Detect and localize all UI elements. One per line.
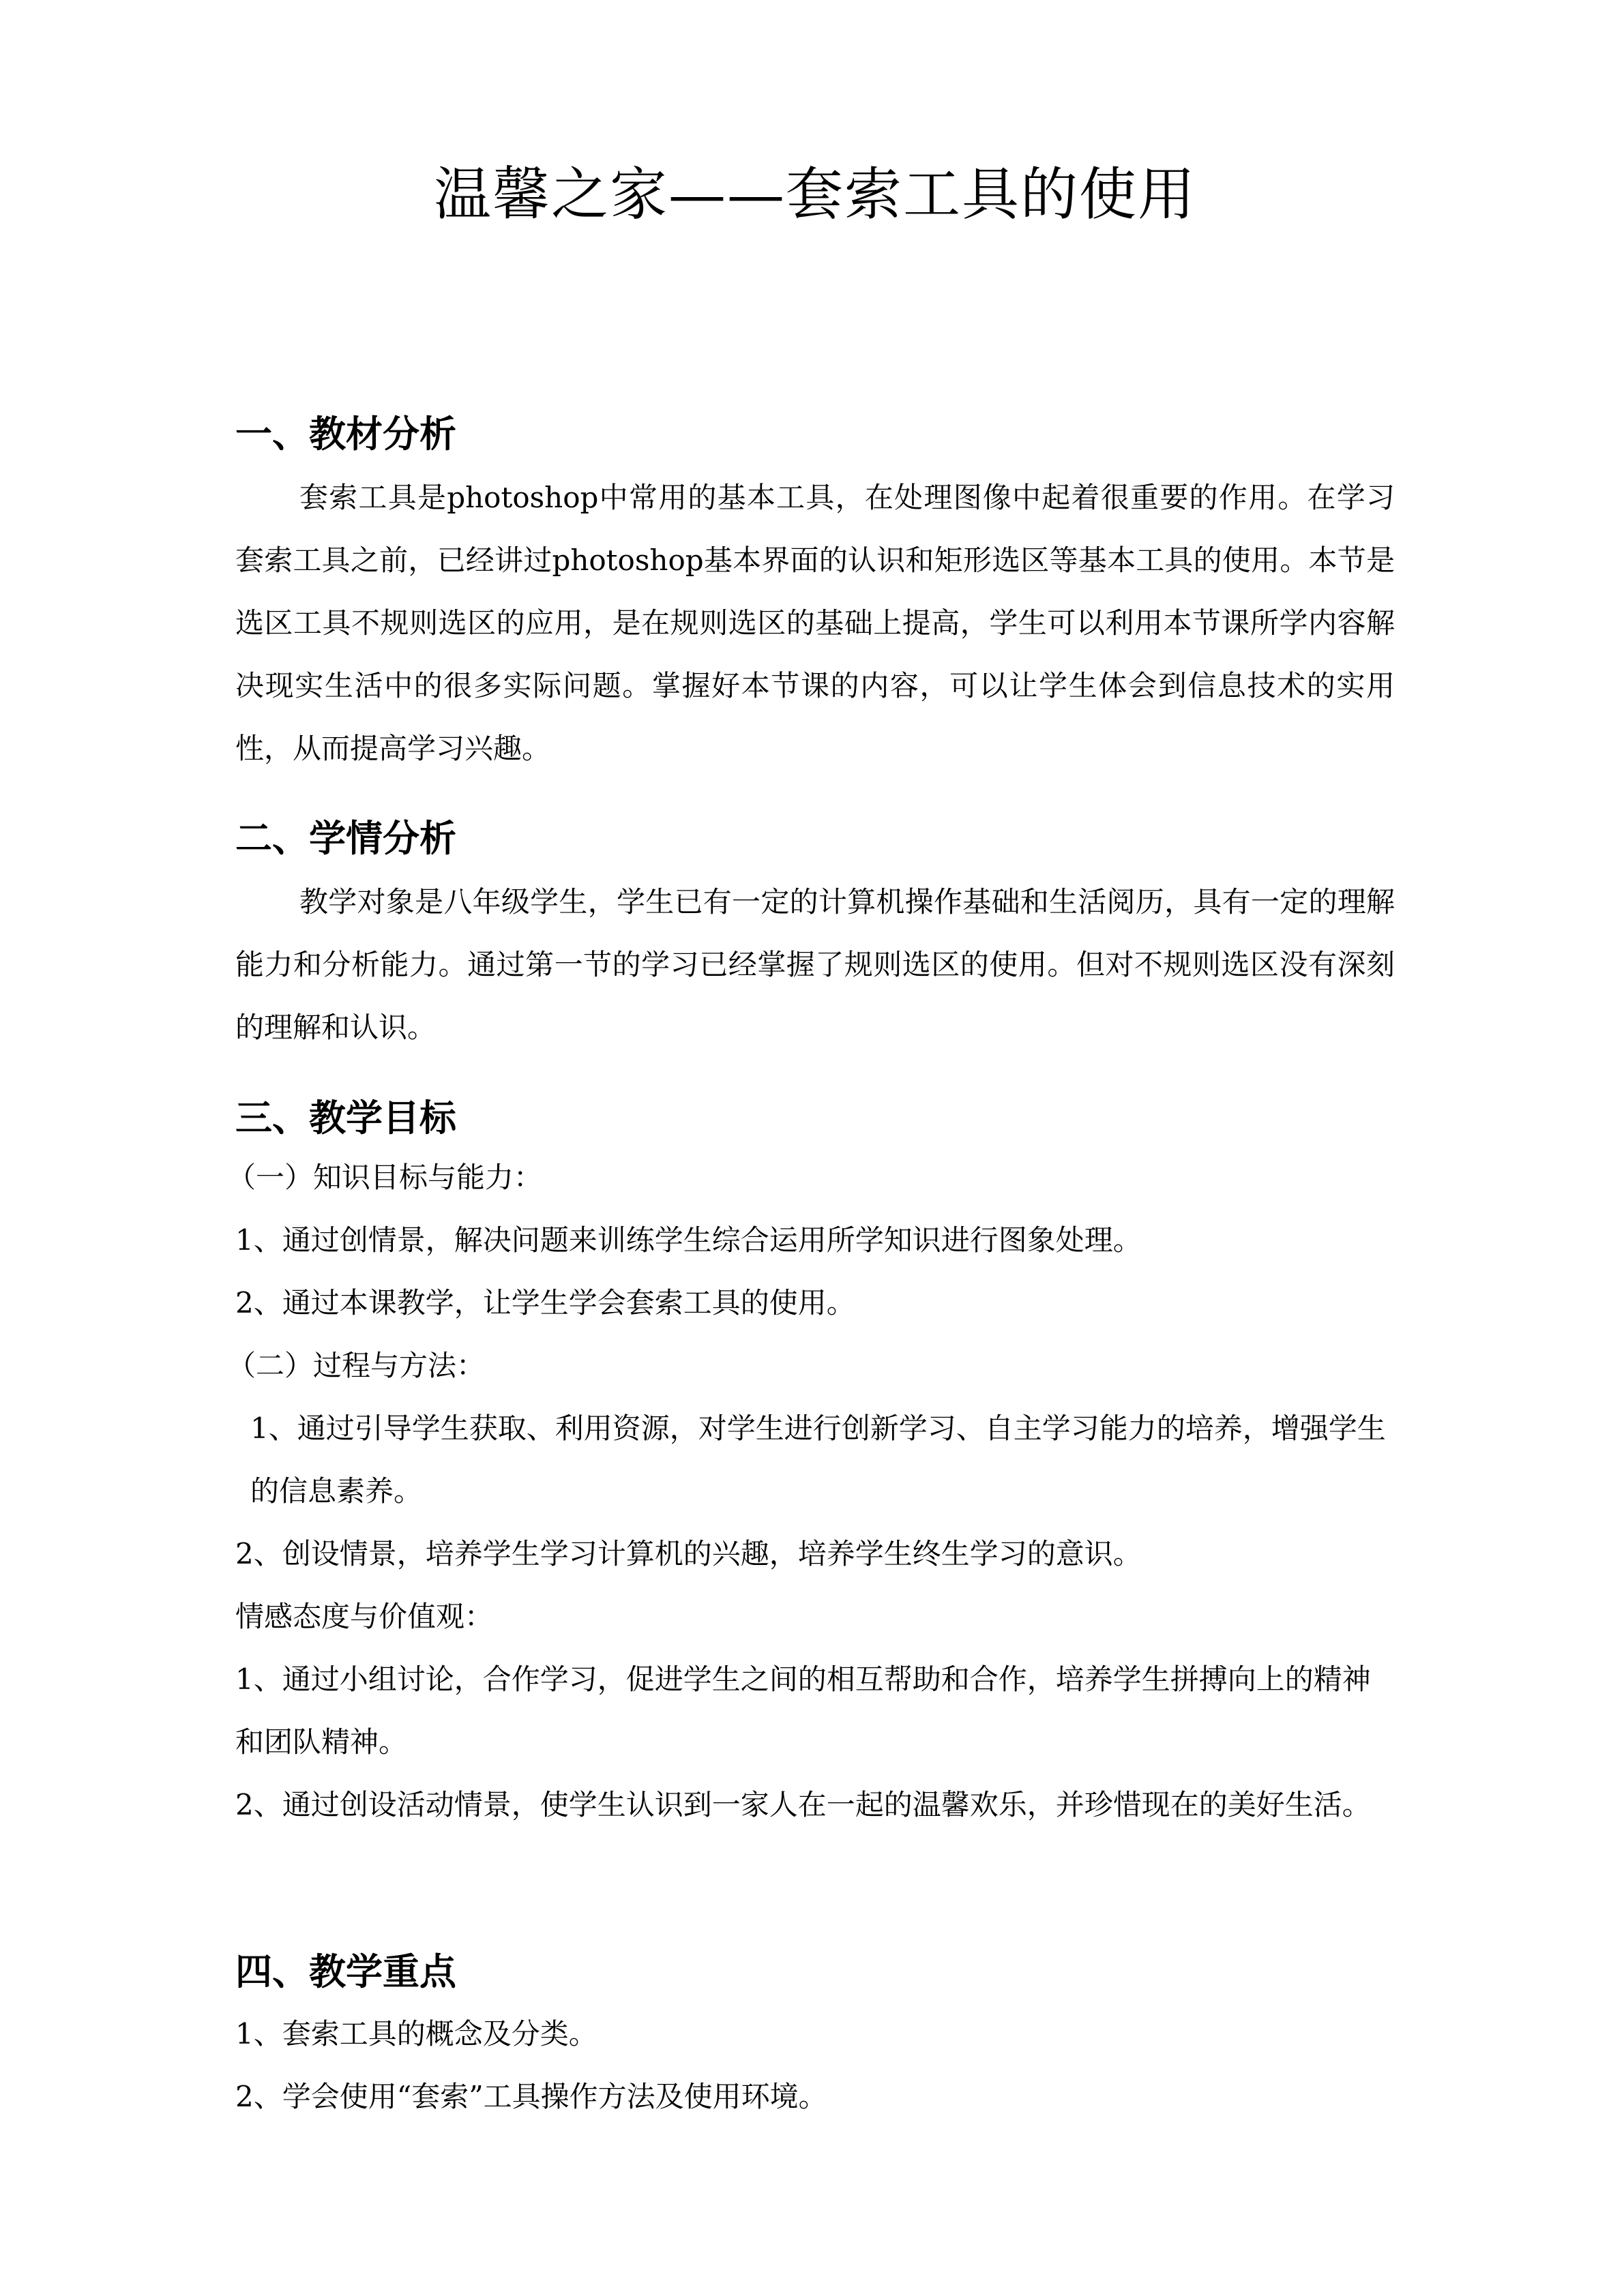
objective-item: 1、通过创情景，解决问题来训练学生综合运用所学知识进行图象处理。 — [235, 1223, 1142, 1257]
objective-subheading-emotion: 情感态度与价值观： — [235, 1600, 494, 1633]
objective-subheading-process: （二）过程与方法： — [227, 1349, 486, 1382]
section-heading: 二、学情分析 — [235, 817, 456, 860]
objective-item: 1、通过引导学生获取、利用资源，对学生进行创新学习、自主学习能力的培养，增强学生的信息素养。 — [250, 1412, 1386, 1508]
objective-item: 2、通过创设活动情景，使学生认识到一家人在一起的温馨欢乐，并珍惜现在的美好生活。 — [235, 1788, 1371, 1821]
section-heading: 三、教学目标 — [235, 1097, 456, 1139]
section-heading: 四、教学重点 — [235, 1950, 456, 1993]
focus-item: 1、套索工具的概念及分类。 — [235, 2017, 597, 2051]
focus-item: 2、学会使用“套索”工具操作方法及使用环境。 — [235, 2080, 827, 2113]
objective-item: 2、创设情景，培养学生学习计算机的兴趣，培养学生终生学习的意识。 — [235, 1537, 1142, 1570]
objective-item: 1、通过小组讨论，合作学习，促进学生之间的相互帮助和合作，培养学生拼搏向上的精神和团队精神。 — [235, 1663, 1371, 1759]
section-learner-analysis — [235, 808, 1395, 1059]
objective-item: 2、通过本课教学，让学生学会套索工具的使用。 — [235, 1286, 855, 1320]
section-teaching-objectives — [227, 1088, 1395, 1836]
section-textbook-analysis — [235, 404, 1395, 780]
document-title: 温馨之家——套索工具的使用 — [433, 161, 1196, 228]
section-teaching-focus — [235, 1941, 1395, 2128]
objective-subheading-knowledge: （一）知识目标与能力： — [227, 1161, 543, 1194]
section-paragraph: 教学对象是八年级学生，学生已有一定的计算机操作基础和生活阅历，具有一定的理解能力和分析能力。通过第一节的学习已经掌握了规则选区的使用。但对不规则选区没有深刻的理解和认识。 — [235, 885, 1395, 1044]
section-heading: 一、教材分析 — [235, 413, 456, 456]
section-paragraph: 套索工具是photoshop中常用的基本工具，在处理图像中起着很重要的作用。在学习套索工具之前，已经讲过photoshop基本界面的认识和矩形选区等基本工具的使用。本节是选区工具不规则选区的应用，是在规则选区的基础上提高，学生可以利用本节课所学内容解决现实生活中的很多实际问题。掌握好本节课的内容，可以让学生体会到信息技术的实用性，从而提高学习兴趣。 — [235, 481, 1395, 765]
